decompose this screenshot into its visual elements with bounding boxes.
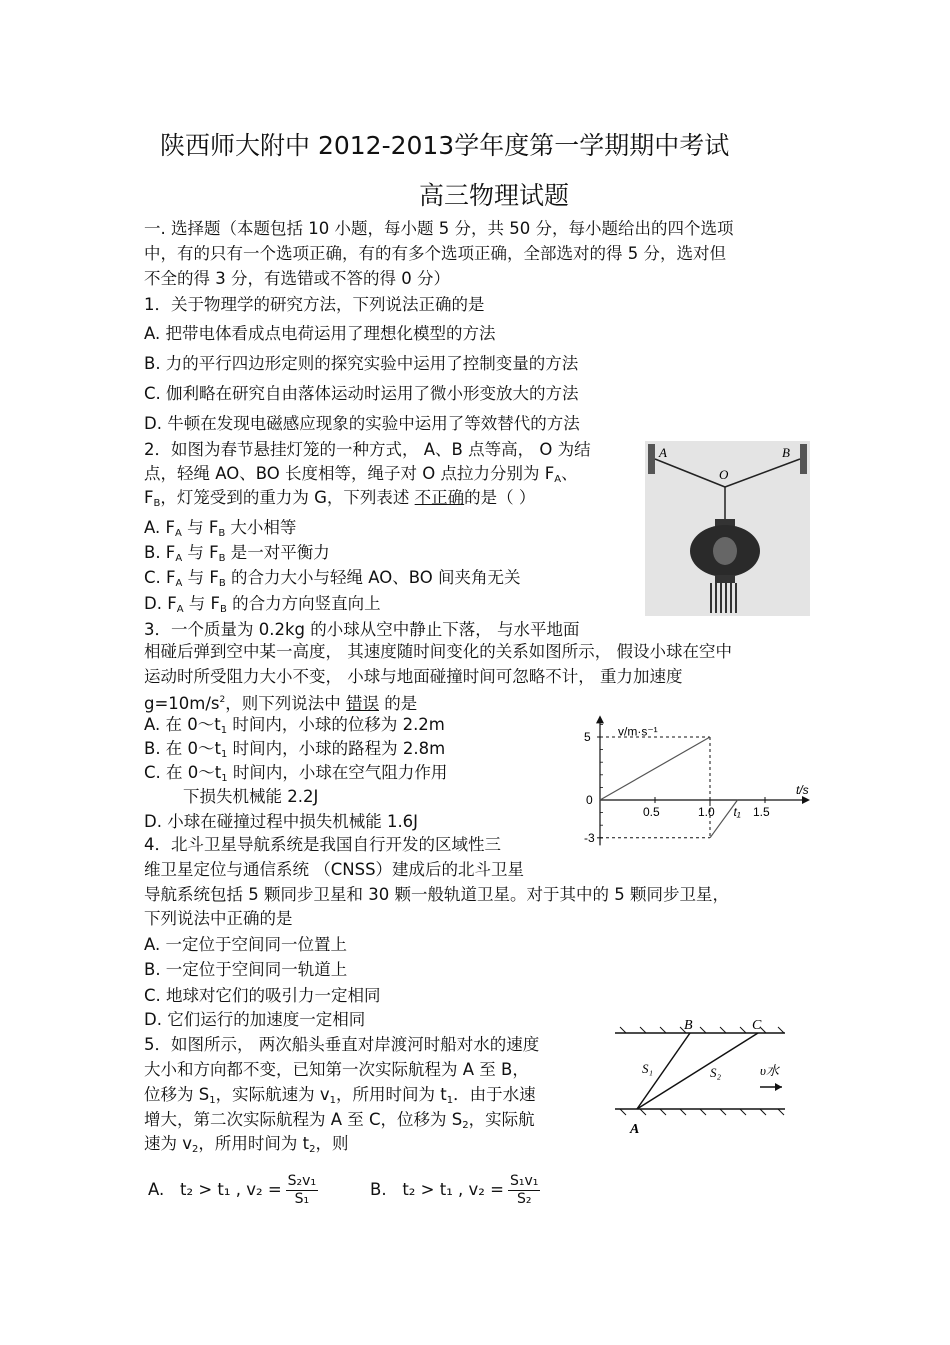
lantern-figure xyxy=(645,441,810,616)
q2-option-c: C. $F_A$ 与 $F_B$ 的合力大小与轻绳 AO、BO 间夹角无关 xyxy=(144,568,521,589)
q5-stem-line2: 大小和方向都不变，已知第一次实际航程为 A 至 B， xyxy=(144,1060,529,1079)
y-tick-label: -3 xyxy=(584,830,595,845)
q2-option-a: A. $F_A$ 与 $F_B$ 大小相等 xyxy=(144,518,297,539)
s1-label: S₁ xyxy=(642,1061,654,1076)
x-axis-label: t/s xyxy=(796,783,809,797)
section-intro-line1: 一. 选择题（本题包括 10 小题，每小题 5 分，共 50 分，每小题给出的四个选项 xyxy=(144,219,734,238)
q5-option-a-numerator: S₂v₁ xyxy=(287,1173,317,1189)
point-a-label: A xyxy=(630,1122,640,1137)
q5-stem-line1: 5．如图所示， 两次船头垂直对岸渡河时船对水的速度 xyxy=(144,1035,540,1054)
y-tick-label: 5 xyxy=(584,730,591,744)
q4-stem-line2: 维卫星定位与通信系统 （CNSS）建成后的北斗卫星 xyxy=(144,860,525,879)
q4-option-d: D. 它们运行的加速度一定相同 xyxy=(144,1010,366,1029)
q1-stem: 1．关于物理学的研究方法，下列说法正确的是 xyxy=(144,295,485,314)
q4-option-a: A. 一定位于空间同一位置上 xyxy=(144,935,347,954)
q3-option-c: C. 在 $0\sim t_1$ 时间内，小球在空气阻力作用 xyxy=(144,763,448,784)
q2-stem-line1: 2．如图为春节悬挂灯笼的一种方式， A、B 点等高， O 为结 xyxy=(144,440,591,459)
x-tick-label: 1.0 xyxy=(698,805,715,819)
q4-option-c: C. 地球对它们的吸引力一定相同 xyxy=(144,986,381,1005)
q1-option-a: A. 把带电体看成点电荷运用了理想化模型的方法 xyxy=(144,324,496,343)
path-s2 xyxy=(637,1033,758,1109)
y-axis-arrow-icon xyxy=(596,715,604,723)
section-intro-line3: 不全的得 3 分，有选错或不答的得 0 分） xyxy=(144,269,450,288)
velocity-time-chart xyxy=(580,700,820,860)
point-b-label: B xyxy=(684,1018,693,1033)
page-title: 陕西师大附中 2012-2013学年度第一学期期中考试 xyxy=(160,131,730,160)
q5-stem-line4: 增大，第二次实际航程为 A 至 C，位移为 $S_2$，实际航 xyxy=(144,1110,535,1131)
x-tick-label: 1.5 xyxy=(753,805,770,819)
q3-stem-line2: 相碰后弹到空中某一高度， 其速度随时间变化的关系如图所示， 假设小球在空中 xyxy=(144,642,732,661)
t1-label: t₁ xyxy=(733,805,741,819)
x-tick-label: 0.5 xyxy=(643,805,660,819)
q5-option-b-denominator: S₂ xyxy=(516,1191,532,1207)
q5-option-a: A. t₂ > t₁ , v₂ = $\frac{\text{S₂v₁}}{\text{S₁}}$ xyxy=(148,1173,317,1207)
q2-option-b: B. $F_A$ 与 $F_B$ 是一对平衡力 xyxy=(144,543,330,564)
left-wall-icon xyxy=(648,444,655,474)
q5-option-a-denominator: S₁ xyxy=(294,1191,310,1207)
point-a-label: A xyxy=(659,445,667,460)
q2-option-d: D. $F_A$ 与 $F_B$ 的合力方向竖直向上 xyxy=(144,594,381,615)
q3-stem-line1: 3．一个质量为 0.2kg 的小球从空中静止下落， 与水平地面 xyxy=(144,620,580,639)
q4-stem-line3: 导航系统包括 5 颗同步卫星和 30 颗一般轨道卫星。对于其中的 5 颗同步卫星， xyxy=(144,885,729,904)
q3-option-d: D. 小球在碰撞过程中损失机械能 1.6J xyxy=(144,812,419,831)
river-crossing-figure xyxy=(610,1015,790,1137)
q5-option-b: B. t₂ > t₁ , v₂ = $\frac{\text{S₁v₁}}{\text{S₂}}$ xyxy=(370,1173,539,1207)
q3-stem-line4: $g=10m/s^2$，则下列说法中 错误 的是 xyxy=(144,694,418,713)
q1-option-b: B. 力的平行四边形定则的探究实验中运用了控制变量的方法 xyxy=(144,354,579,373)
q1-option-c: C. 伽利略在研究自由落体运动时运用了微小形变放大的方法 xyxy=(144,384,579,403)
q3-option-a: A. 在 $0\sim t_1$ 时间内，小球的位移为 2.2m xyxy=(144,715,445,736)
q4-stem-line1: 4．北斗卫星导航系统是我国自行开发的区域性三 xyxy=(144,835,501,854)
q5-option-b-numerator: S₁v₁ xyxy=(510,1173,539,1189)
q3-option-c-cont: 下损失机械能 2.2J xyxy=(183,787,319,806)
right-wall-icon xyxy=(800,444,807,474)
y-axis-label: v/m·s⁻¹ xyxy=(618,724,658,739)
point-o-label: O xyxy=(719,467,729,482)
q4-option-b: B. 一定位于空间同一轨道上 xyxy=(144,960,348,979)
section-intro-line2: 中，有的只有一个选项正确，有的有多个选项正确，全部选对的得 5 分，选对但 xyxy=(144,244,726,263)
series-line-1 xyxy=(600,737,710,800)
water-velocity-label: υ水 xyxy=(760,1063,779,1078)
q2-stem-line2: 点，轻绳 AO、BO 长度相等，绳子对 O 点拉力分别为 $F_A$、 xyxy=(144,464,578,485)
s2-label: S₂ xyxy=(710,1065,722,1080)
q1-option-d: D. 牛顿在发现电磁感应现象的实验中运用了等效替代的方法 xyxy=(144,414,580,433)
q3-stem-line3: 运动时所受阻力大小不变， 小球与地面碰撞时间可忽略不计， 重力加速度 xyxy=(144,667,683,686)
point-b-label: B xyxy=(782,445,790,460)
q5-stem-line5: 速为 $v_2$，所用时间为 $t_2$，则 xyxy=(144,1134,349,1155)
q4-stem-line4: 下列说法中正确的是 xyxy=(144,909,293,928)
page-subtitle: 高三物理试题 xyxy=(419,181,570,210)
origin-label: 0 xyxy=(586,793,593,807)
point-c-label: C xyxy=(752,1018,762,1033)
q5-stem-line3: 位移为 $S_1$，实际航速为 $v_1$，所用时间为 $t_1$．由于水速 xyxy=(144,1085,536,1106)
q3-option-b: B. 在 $0\sim t_1$ 时间内，小球的路程为 2.8m xyxy=(144,739,446,760)
x-axis-arrow-icon xyxy=(802,796,810,804)
q2-stem-line3: $F_B$，灯笼受到的重力为 G，下列表述 不正确的是（ ） xyxy=(144,488,536,509)
